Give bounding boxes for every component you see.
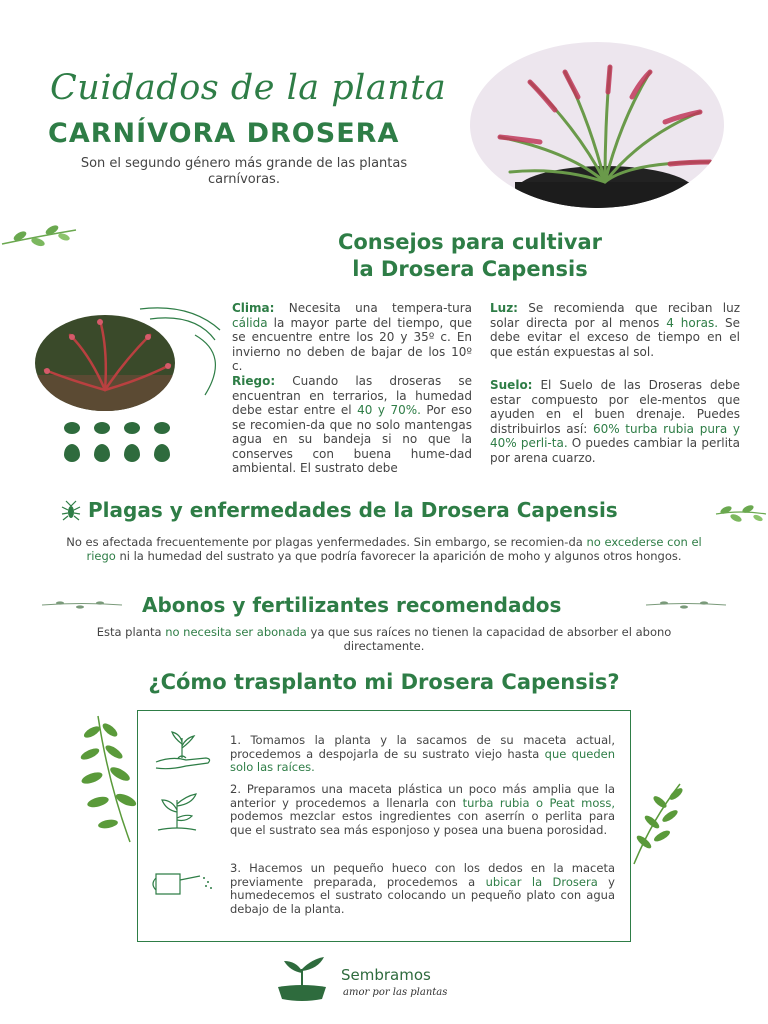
drosera-photo xyxy=(470,42,724,208)
abonos-paragraph xyxy=(60,626,708,653)
fern-right-decoration xyxy=(628,780,688,866)
step-3-text-2: y humedecemos el sustrato colocando un pequeño plato con agua debajo de la planta. xyxy=(230,874,615,916)
step-3 xyxy=(230,862,615,916)
riego-label: Riego: xyxy=(232,374,276,388)
abonos-title: Abonos y fertilizantes recomendados xyxy=(142,593,562,617)
tips-title xyxy=(300,229,640,283)
luz-label: Luz: xyxy=(490,301,518,315)
clima-highlight: cálida xyxy=(232,315,268,330)
step-1-text: 1. Tomamos la planta y la sacamos de su maceta actual, procedemos a despojarla de su sustrato viejo hasta xyxy=(230,733,615,761)
twig-decoration xyxy=(644,598,728,612)
watering-can-icon xyxy=(150,866,216,900)
brand-tagline: amor por las plantas xyxy=(343,987,448,998)
drosera-circle-photo xyxy=(30,305,230,415)
step-2-highlight: turba rubia o Peat moss, xyxy=(462,795,616,810)
plagas-title: Plagas y enfermedades de la Drosera Capensis xyxy=(88,498,618,522)
step-2-text-2: podemos mezclar estos ingredientes con aserrín o perlita para que el sustrato sea más esponjoso y posea una buena porosidad. xyxy=(230,809,615,837)
trasplante-title: ¿Cómo trasplanto mi Drosera Capensis? xyxy=(148,670,620,694)
sprout-icon xyxy=(152,786,202,836)
tips-title-line2: la Drosera Capensis xyxy=(352,257,588,281)
sembramos-logo-icon xyxy=(274,953,330,1003)
hand-plant-icon xyxy=(152,728,214,772)
clima-text-1: Necesita una tempera-tura xyxy=(274,301,472,315)
suelo-paragraph xyxy=(490,378,740,465)
step-2 xyxy=(230,783,615,837)
luz-text-1: Se recomienda que reciban luz solar directa por al menos xyxy=(490,301,740,330)
abonos-text-1: Esta planta xyxy=(96,625,166,639)
clima-paragraph xyxy=(232,301,472,374)
riego-highlight: 40 y 70%. xyxy=(357,403,421,417)
plagas-highlight: no excederse con el riego xyxy=(86,535,702,563)
clima-label: Clima: xyxy=(232,301,275,315)
luz-paragraph xyxy=(490,301,740,359)
riego-text-1: Cuando las droseras se encuentran en terrarios, la humedad debe estar entre el xyxy=(232,374,472,417)
bug-icon xyxy=(60,500,82,522)
plagas-text-1: No es afectada frecuentemente por plagas yenfermedades. Sin embargo, se recomien-da xyxy=(66,535,587,549)
step-2-text-1: 2. Preparamos una maceta plástica un poco más amplia que la anterior y procedemos a llenarla con xyxy=(230,782,615,810)
luz-highlight: 4 horas. xyxy=(666,315,719,330)
riego-text-2: Por eso se recomien-da que no solo mantengas agua en su bandeja si no que la conserves con buena hume-dad ambiental. El sustrato debe xyxy=(232,403,472,475)
leaf-branch-decoration xyxy=(714,502,768,524)
tips-title-line1: Consejos para cultivar xyxy=(337,230,603,254)
luz-text-2: Se debe evitar el exceso de tiempo en el que están expuestas al sol. xyxy=(490,315,740,359)
riego-paragraph xyxy=(232,374,472,476)
leaf-branch-decoration xyxy=(0,222,80,252)
abonos-highlight: no necesita ser abonada xyxy=(165,625,307,639)
suelo-text-2: O puedes cambiar la perlita por arena cuarzo. xyxy=(490,436,740,465)
plagas-text-2: ni la humedad del sustrato ya que podría favorecer la aparición de moho y algunos otros hongos. xyxy=(115,548,682,563)
step-3-highlight: ubicar la Drosera xyxy=(485,874,598,889)
twig-decoration xyxy=(40,598,124,612)
abonos-text-2: ya que sus raíces no tienen la capacidad de absorber el abono directamente. xyxy=(306,625,672,653)
plagas-paragraph xyxy=(50,536,718,563)
script-title: Cuidados de la planta xyxy=(50,68,447,108)
subtitle: Son el segundo género más grande de las plantas carnívoras. xyxy=(80,156,408,187)
main-title: CARNÍVORA DROSERA xyxy=(48,118,400,149)
clima-text-2: la mayor parte del tiempo, que se encuentre entre los 20 y 35º c. En invierno no deben de bajar de los 10º c. xyxy=(232,315,472,373)
step-3-text-1: 3. Hacemos un pequeño hueco con los dedos en la maceta previamente preparada, procedemos a xyxy=(230,861,615,889)
suelo-highlight: 60% turba rubia pura y 40% perli-ta. xyxy=(490,421,740,450)
fern-left-decoration xyxy=(68,712,142,844)
suelo-text-1: El Suelo de las Droseras debe estar compuesto por ele-mentos que ayuden en el buen drenaje. Puedes distribuirlos así: xyxy=(490,378,740,436)
step-1-highlight: que queden solo las raíces. xyxy=(230,746,615,774)
step-1 xyxy=(230,734,615,775)
suelo-label: Suelo: xyxy=(490,378,533,392)
water-drops-icon xyxy=(64,420,184,470)
brand-name: Sembramos xyxy=(341,966,431,984)
